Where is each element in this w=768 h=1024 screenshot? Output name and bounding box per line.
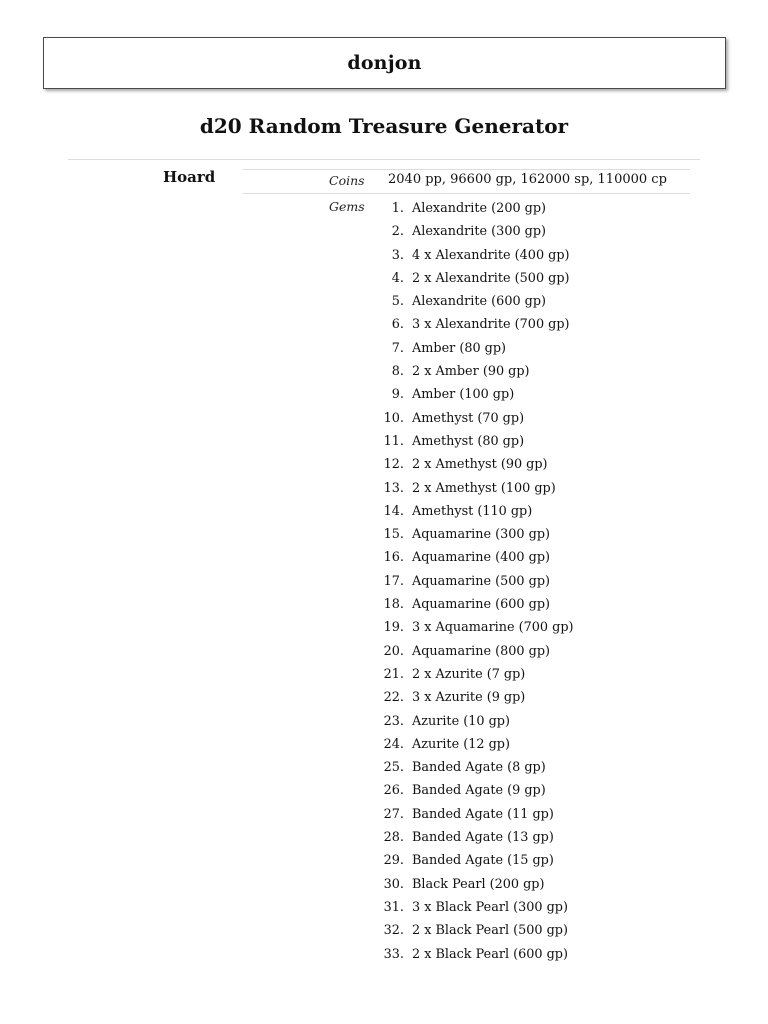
gem-number: 22.	[383, 690, 404, 706]
list-item	[360, 199, 574, 222]
gem-text: Aquamarine (600 gp)	[412, 597, 551, 613]
gem-text: 4 x Alexandrite (400 gp)	[412, 247, 570, 263]
list-item	[360, 618, 574, 641]
gem-text: Amethyst (80 gp)	[412, 433, 525, 449]
gem-number: 33.	[383, 946, 404, 962]
gem-number: 21.	[383, 666, 404, 682]
coins-top-divider	[243, 169, 690, 170]
gem-number: 23.	[383, 713, 404, 729]
gem-number: 30.	[383, 876, 404, 892]
list-item	[360, 339, 574, 362]
gem-number: 15.	[383, 527, 404, 543]
gem-number: 25.	[383, 760, 404, 776]
hoard-label: Hoard	[163, 168, 216, 186]
list-item	[360, 665, 574, 688]
page-title: d20 Random Treasure Generator	[199, 114, 569, 138]
gem-number: 26.	[383, 783, 404, 799]
gem-text: Amber (100 gp)	[412, 387, 515, 403]
gem-number: 7.	[391, 340, 404, 356]
gem-text: 3 x Aquamarine (700 gp)	[412, 620, 574, 636]
gem-text: 2 x Amber (90 gp)	[412, 364, 530, 380]
list-item	[360, 758, 574, 781]
list-item	[360, 409, 574, 432]
list-item	[360, 735, 574, 758]
gem-text: Aquamarine (400 gp)	[412, 550, 551, 566]
list-item	[360, 548, 574, 571]
list-item	[360, 945, 574, 968]
gem-list	[360, 199, 574, 968]
gem-text: Alexandrite (200 gp)	[412, 201, 547, 216]
gem-text: Amber (80 gp)	[412, 340, 507, 356]
gems-top-divider	[243, 193, 690, 194]
list-item	[360, 898, 574, 921]
list-item	[360, 781, 574, 804]
gem-text: 2 x Alexandrite (500 gp)	[412, 270, 570, 286]
gem-number: 29.	[383, 853, 404, 869]
gem-number: 20.	[383, 643, 404, 659]
list-item	[360, 315, 574, 338]
gem-number: 4.	[391, 270, 404, 286]
list-item	[360, 362, 574, 385]
gem-number: 19.	[383, 620, 404, 636]
gem-number: 16.	[383, 550, 404, 566]
gems-label: Gems	[329, 199, 365, 214]
gem-text: 2 x Azurite (7 gp)	[412, 666, 526, 682]
list-item	[360, 921, 574, 944]
list-item	[360, 385, 574, 408]
gem-text: Azurite (12 gp)	[412, 736, 510, 752]
list-item	[360, 292, 574, 315]
gem-text: Banded Agate (13 gp)	[412, 830, 554, 846]
gem-number: 5.	[391, 294, 404, 310]
list-item	[360, 688, 574, 711]
list-item	[360, 222, 574, 245]
list-item	[360, 246, 574, 269]
list-item	[360, 828, 574, 851]
gem-number: 10.	[383, 410, 404, 426]
gem-number: 32.	[383, 923, 404, 939]
gem-text: Banded Agate (9 gp)	[412, 783, 546, 799]
gem-number: 11.	[383, 433, 404, 449]
gem-text: 2 x Black Pearl (600 gp)	[412, 946, 568, 962]
list-item	[360, 525, 574, 548]
gem-text: Aquamarine (500 gp)	[412, 573, 551, 589]
gem-number: 12.	[383, 457, 404, 473]
list-item	[360, 875, 574, 898]
gem-text: Aquamarine (300 gp)	[412, 527, 551, 543]
gem-text: Aquamarine (800 gp)	[412, 643, 551, 659]
coins-label: Coins	[329, 173, 365, 188]
list-item	[360, 805, 574, 828]
gem-number: 31.	[383, 899, 404, 915]
gem-number: 28.	[383, 830, 404, 846]
gem-number: 2.	[391, 224, 404, 240]
gem-text: Alexandrite (300 gp)	[412, 224, 547, 240]
list-item	[360, 502, 574, 525]
gem-number: 1.	[391, 201, 404, 216]
gem-number: 24.	[383, 736, 404, 752]
gem-number: 3.	[391, 247, 404, 263]
gem-text: Amethyst (110 gp)	[412, 503, 533, 519]
list-item	[360, 851, 574, 874]
gem-text: 2 x Amethyst (100 gp)	[412, 480, 556, 496]
list-item	[360, 432, 574, 455]
gem-text: Amethyst (70 gp)	[412, 410, 525, 426]
gem-number: 27.	[383, 806, 404, 822]
gem-text: 2 x Amethyst (90 gp)	[412, 457, 548, 473]
gem-text: Black Pearl (200 gp)	[412, 876, 545, 892]
list-item	[360, 479, 574, 502]
gem-number: 13.	[383, 480, 404, 496]
gem-number: 14.	[383, 503, 404, 519]
gem-text: Azurite (10 gp)	[412, 713, 510, 729]
gem-text: 3 x Alexandrite (700 gp)	[412, 317, 570, 333]
list-item	[360, 572, 574, 595]
gem-number: 8.	[391, 364, 404, 380]
gem-number: 6.	[391, 317, 404, 333]
coins-value: 2040 pp, 96600 gp, 162000 sp, 110000 cp	[388, 172, 667, 187]
list-item	[360, 455, 574, 478]
gem-number: 18.	[383, 597, 404, 613]
list-item	[360, 642, 574, 665]
gem-text: Alexandrite (600 gp)	[412, 294, 547, 310]
gem-number: 9.	[391, 387, 404, 403]
gem-text: Banded Agate (15 gp)	[412, 853, 554, 869]
site-title[interactable]: donjon	[347, 52, 422, 74]
gem-text: 3 x Black Pearl (300 gp)	[412, 899, 568, 915]
gem-text: Banded Agate (8 gp)	[412, 760, 546, 776]
divider	[68, 159, 700, 160]
site-header	[43, 37, 726, 89]
list-item	[360, 595, 574, 618]
gem-text: 3 x Azurite (9 gp)	[412, 690, 526, 706]
list-item	[360, 712, 574, 735]
list-item	[360, 269, 574, 292]
gem-text: 2 x Black Pearl (500 gp)	[412, 923, 568, 939]
gem-number: 17.	[383, 573, 404, 589]
gem-text: Banded Agate (11 gp)	[412, 806, 554, 822]
